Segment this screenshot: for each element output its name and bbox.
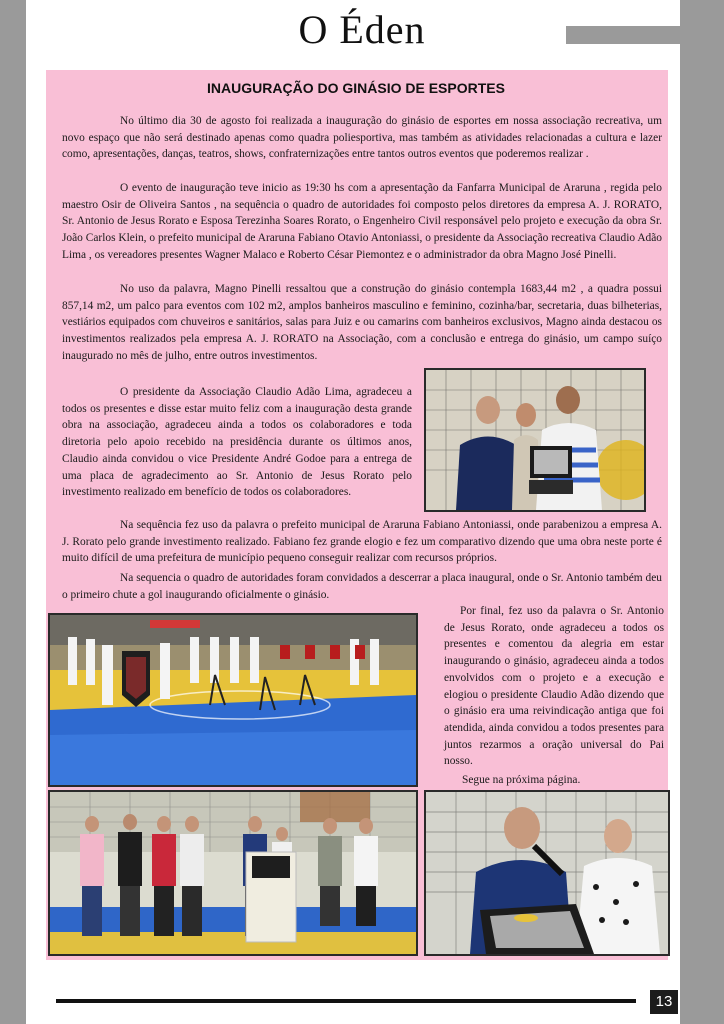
header-accent-bar <box>566 26 680 44</box>
paragraph-7: Por final, fez uso da palavra o Sr. Antonio de Jesus Rorato, onde agradeceu a todos os presentes e comentou da alegria em estar inaugurando o ginásio, agradeceu ainda a todos envolvidos com o projeto e a execução e elogiou o presidente Claudio Adão dizendo que o ginásio era uma reivindicação antiga que foi atendida, ainda convidou a todos presentes para juntos rezarmos a oração universal do Pai nosso. <box>444 605 664 768</box>
footer-rule <box>56 999 636 1003</box>
continued-note: Segue na próxima página. <box>462 774 581 786</box>
paragraph-6: Na sequencia o quadro de autoridades foram convidados a descerrar a placa inaugural, onde o Sr. Antonio também deu o primeiro chute a gol inaugurando oficialmente o ginásio. <box>62 572 662 601</box>
photo-marching-band <box>48 613 418 787</box>
paragraph-2: O evento de inauguração teve inicio as 19:30 hs com a apresentação da Fanfarra Municipal de Araruna , regida pelo maestro Osir de Oliveira Santos , na sequência o quadro de autoridades foi composto pelos diretores da empresa A. J. RORATO, Sr. Antonio de Jesus Rorato e Esposa Terezinha Soares Rorato, o Engenheiro Civil responsável pelo projeto e execução da obra Sr. João Carlos Klein, o prefeito municipal de Araruna Fabiano Otavio Antoniassi, o presidente da Associação recreativa Claudio Adão Lima , os vereadores presentes Wagner Malaco e Roberto César Piemontez e o administrador da obra Magno José Pinelli. <box>62 182 662 261</box>
photo-authorities <box>48 790 418 956</box>
paragraph-3: No uso da palavra, Magno Pinelli ressaltou que a construção do ginásio contempla 1683,44 m2 , a quadra possui 857,14 m2, um palco para eventos com 102 m2, amplos banheiros masculino e feminino, cozinha/bar, secretaria, duas bilheterias, vestiários equipados com chuveiros e sanitários, salas para Juiz e ou camarins com banheiros exclusivos, Magno ainda destacou os investimentos realizados pela empresa A. J. RORATO na Associação, com a conclusão e entrega do ginásio, um campo suíço inaugurado no mês de julho, entre outros investimentos. <box>62 283 662 362</box>
photo-speaker-image <box>426 792 668 954</box>
article-headline: INAUGURAÇÃO DO GINÁSIO DE ESPORTES <box>207 80 505 96</box>
photo-plaque-handover-image <box>426 370 644 510</box>
photo-plaque-handover <box>424 368 646 512</box>
photo-authorities-image <box>50 792 416 954</box>
page-frame-right <box>680 0 724 1024</box>
page-frame-left <box>0 0 26 1024</box>
photo-marching-band-image <box>50 615 416 785</box>
paragraph-4: O presidente da Associação Claudio Adão Lima, agradeceu a todos os presentes e disse estar muito feliz com a inauguração desta grande obra na associação, agradeceu ainda a todos os colaboradores e toda diretoria pelo apoio recebido na presidência durante os últimos anos, Claudio ainda convidou o vice Presidente André Godoe para a entrega de uma placa de agradecimento ao Sr. Antonio de Jesus Rorato pelo investimento realizado em benefício de todos os colaboradores. <box>62 386 412 499</box>
photo-speaker <box>424 790 670 956</box>
paragraph-1: No último dia 30 de agosto foi realizada a inauguração do ginásio de esportes em nossa associação recreativa, um novo espaço que não será destinado apenas como quadra poliesportiva, mas também as atividades relacionadas a cultura e lazer como, apresentações, danças, teatros, shows, confraternizações entre tantos outros eventos que poderemos realizar . <box>62 115 662 161</box>
page-number: 13 <box>650 990 678 1014</box>
paragraph-5: Na sequência fez uso da palavra o prefeito municipal de Araruna Fabiano Antoniassi, onde parabenizou a empresa A. J. Rorato pelo grande investimento realizado. Fabiano fez grande elogio e fez um comparativo dizendo que uma obra neste porte é muito difícil de uma prefeitura de município pequeno conseguir realizar com recursos próprios. <box>62 519 662 565</box>
magazine-title: O Éden <box>298 7 426 52</box>
